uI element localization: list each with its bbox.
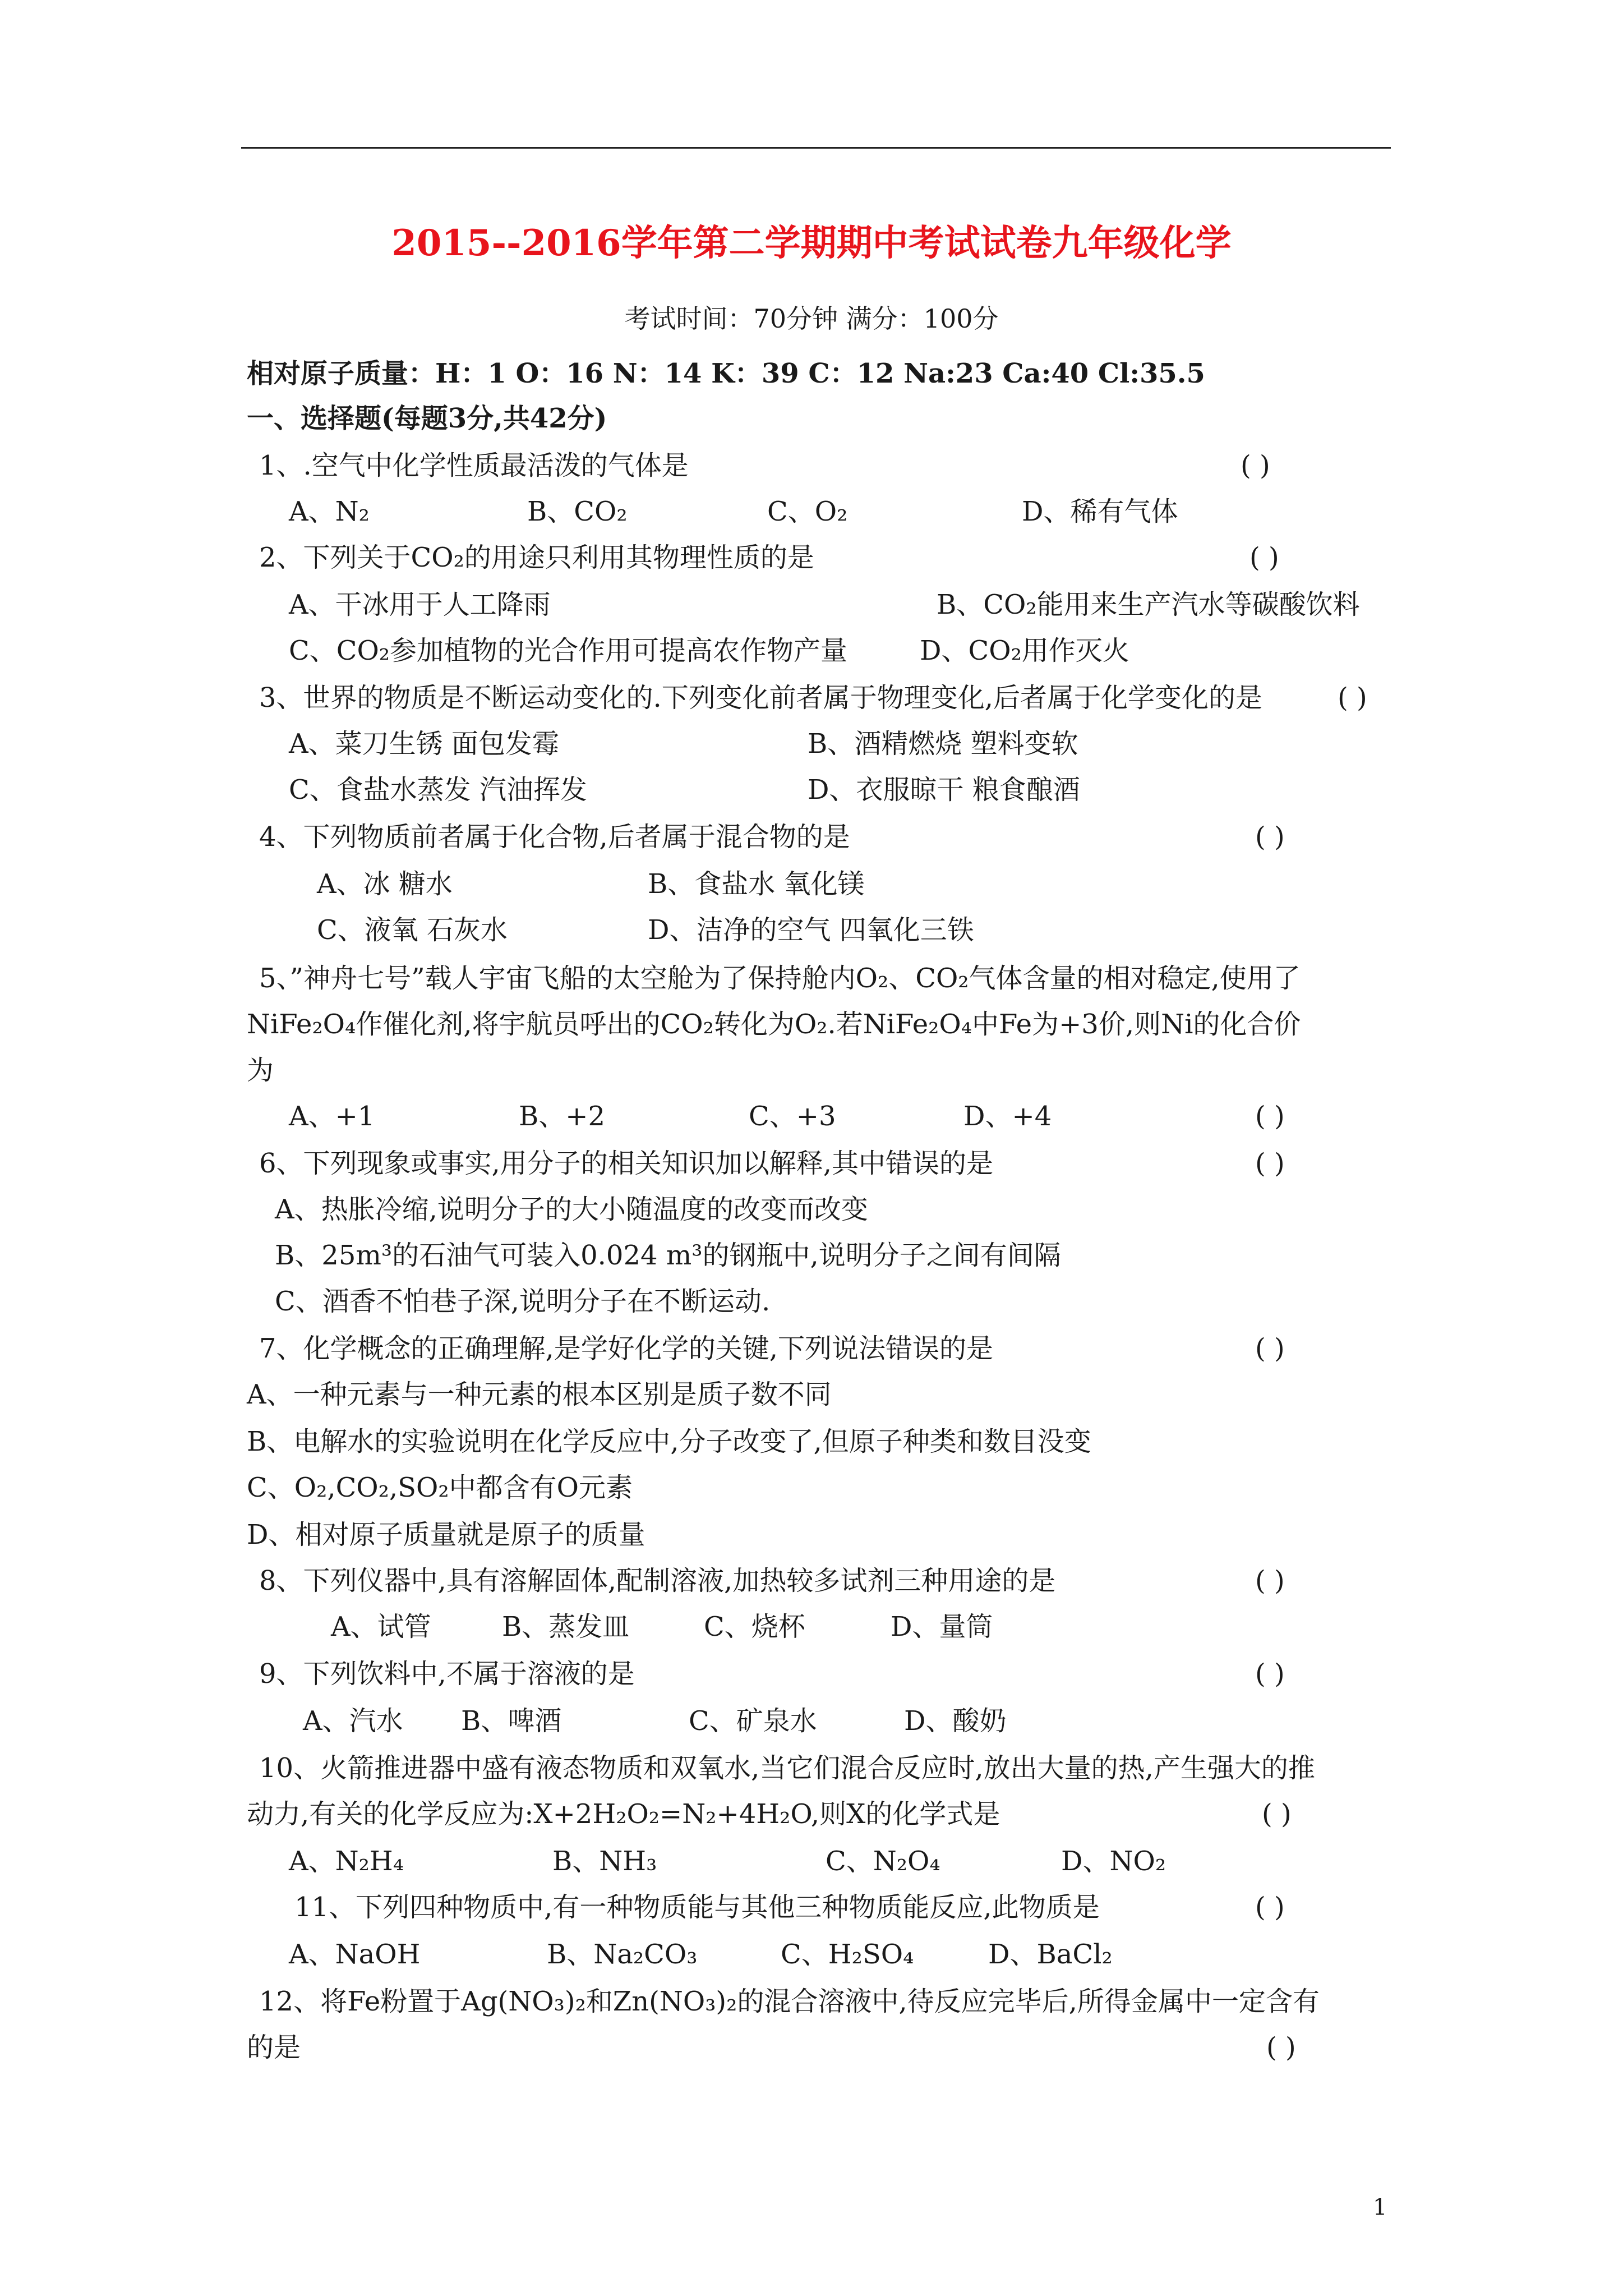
q11-option-d: D、BaCl₂ xyxy=(988,1939,1113,1970)
q5-line-1: 5、”神舟七号”载人宇宙飞船的太空舱为了保持舱内O₂、CO₂气体含量的相对稳定,使用了 xyxy=(259,963,1301,994)
q1-stem: 1、.空气中化学性质最活泼的气体是 xyxy=(259,450,689,481)
q12-line-2: 的是 xyxy=(247,2032,301,2063)
section-heading: 一、选择题(每题3分,共42分) xyxy=(247,403,607,434)
exam-title: 2015--2016学年第二学期期中考试试卷九年级化学 xyxy=(391,222,1232,264)
q3-option-b: B、酒精燃烧 塑料变软 xyxy=(808,728,1078,760)
q5-line-2: NiFe₂O₄作催化剂,将宇航员呼出的CO₂转化为O₂.若NiFe₂O₄中Fe为+3价,则Ni的化合价 xyxy=(247,1009,1301,1040)
q10-option-a: A、N₂H₄ xyxy=(289,1846,404,1877)
q11-option-c: C、H₂SO₄ xyxy=(781,1939,914,1970)
q6-option-a: A、热胀冷缩,说明分子的大小随温度的改变而改变 xyxy=(275,1194,868,1225)
q10-option-d: D、NO₂ xyxy=(1061,1846,1166,1877)
q3-answer-paren: ( ) xyxy=(1338,682,1367,714)
q11-option-a: A、NaOH xyxy=(289,1939,421,1970)
q4-answer-paren: ( ) xyxy=(1255,821,1285,853)
q1-option-a: A、N₂ xyxy=(289,496,370,527)
q7-stem: 7、化学概念的正确理解,是学好化学的关键,下列说法错误的是 xyxy=(259,1333,994,1364)
atomic-masses: 相对原子质量：H：1 O：16 N：14 K：39 C：12 Na:23 Ca:40 Cl:35.5 xyxy=(247,358,1205,389)
q1-answer-paren: ( ) xyxy=(1241,450,1270,481)
q4-stem: 4、下列物质前者属于化合物,后者属于混合物的是 xyxy=(259,821,850,853)
q2-option-b: B、CO₂能用来生产汽水等碳酸饮料 xyxy=(937,589,1360,620)
q5-option-b: B、+2 xyxy=(519,1101,606,1132)
q10-line-1: 10、火箭推进器中盛有液态物质和双氧水,当它们混合反应时,放出大量的热,产生强大的推 xyxy=(259,1752,1315,1784)
q2-option-d: D、CO₂用作灭火 xyxy=(920,635,1129,666)
q7-option-a: A、一种元素与一种元素的根本区别是质子数不同 xyxy=(247,1379,832,1410)
q9-option-c: C、矿泉水 xyxy=(689,1705,817,1737)
top-rule xyxy=(241,147,1391,149)
q6-answer-paren: ( ) xyxy=(1255,1148,1285,1179)
q2-answer-paren: ( ) xyxy=(1249,542,1279,573)
q4-option-d: D、洁净的空气 四氧化三铁 xyxy=(648,914,974,946)
q9-answer-paren: ( ) xyxy=(1255,1658,1285,1690)
q9-stem: 9、下列饮料中,不属于溶液的是 xyxy=(259,1658,635,1690)
q3-stem: 3、世界的物质是不断运动变化的.下列变化前者属于物理变化,后者属于化学变化的是 xyxy=(259,682,1263,714)
q11-option-b: B、Na₂CO₃ xyxy=(547,1939,698,1970)
q4-option-a: A、冰 糖水 xyxy=(317,868,453,900)
q6-stem: 6、下列现象或事实,用分子的相关知识加以解释,其中错误的是 xyxy=(259,1148,994,1179)
q1-option-d: D、稀有气体 xyxy=(1022,496,1178,527)
q3-option-a: A、菜刀生锈 面包发霉 xyxy=(289,728,559,760)
q5-option-d: D、+4 xyxy=(963,1101,1052,1132)
q10-option-b: B、NH₃ xyxy=(552,1846,657,1877)
q4-option-b: B、食盐水 氧化镁 xyxy=(648,868,865,900)
q10-answer-paren: ( ) xyxy=(1262,1798,1292,1830)
q7-option-c: C、O₂,CO₂,SO₂中都含有O元素 xyxy=(247,1472,633,1503)
q9-option-d: D、酸奶 xyxy=(904,1705,1007,1737)
q7-option-d: D、相对原子质量就是原子的质量 xyxy=(247,1519,645,1550)
q3-option-d: D、衣服晾干 粮食酿酒 xyxy=(808,774,1080,806)
q6-option-c: C、酒香不怕巷子深,说明分子在不断运动. xyxy=(275,1286,771,1317)
q5-answer-paren: ( ) xyxy=(1255,1101,1285,1132)
q3-option-c: C、食盐水蒸发 汽油挥发 xyxy=(289,774,587,806)
q2-option-c: C、CO₂参加植物的光合作用可提高农作物产量 xyxy=(289,635,848,666)
q10-line-2: 动力,有关的化学反应为:X+2H₂O₂=N₂+4H₂O,则X的化学式是 xyxy=(247,1798,1000,1830)
q8-stem: 8、下列仪器中,具有溶解固体,配制溶液,加热较多试剂三种用途的是 xyxy=(259,1565,1056,1596)
exam-info: 考试时间：70分钟 满分：100分 xyxy=(624,303,999,334)
q4-option-c: C、液氧 石灰水 xyxy=(317,914,508,946)
q12-line-1: 12、将Fe粉置于Ag(NO₃)₂和Zn(NO₃)₂的混合溶液中,待反应完毕后,所得金属中一定含有 xyxy=(259,1986,1320,2017)
q11-answer-paren: ( ) xyxy=(1255,1892,1285,1923)
q8-option-a: A、试管 xyxy=(331,1611,431,1642)
q8-option-c: C、烧杯 xyxy=(704,1611,805,1642)
q7-option-b: B、电解水的实验说明在化学反应中,分子改变了,但原子种类和数目没变 xyxy=(247,1426,1091,1457)
q8-option-b: B、蒸发皿 xyxy=(502,1611,630,1642)
q8-answer-paren: ( ) xyxy=(1255,1565,1285,1596)
q10-option-c: C、N₂O₄ xyxy=(826,1846,940,1877)
q7-answer-paren: ( ) xyxy=(1255,1333,1285,1364)
q5-option-a: A、+1 xyxy=(289,1101,375,1132)
q1-option-b: B、CO₂ xyxy=(527,496,628,527)
q5-line-3: 为 xyxy=(247,1055,274,1086)
q9-option-b: B、啤酒 xyxy=(461,1705,562,1737)
q1-option-c: C、O₂ xyxy=(767,496,848,527)
q8-option-d: D、量筒 xyxy=(891,1611,993,1642)
q5-option-c: C、+3 xyxy=(749,1101,836,1132)
q6-option-b: B、25m³的石油气可装入0.024 m³的钢瓶中,说明分子之间有间隔 xyxy=(275,1240,1061,1271)
q9-option-a: A、汽水 xyxy=(303,1705,403,1737)
q2-stem: 2、下列关于CO₂的用途只利用其物理性质的是 xyxy=(259,542,814,573)
q2-option-a: A、干冰用于人工降雨 xyxy=(289,589,551,620)
page-number: 1 xyxy=(1373,2194,1387,2220)
q11-stem: 11、下列四种物质中,有一种物质能与其他三种物质能反应,此物质是 xyxy=(294,1892,1100,1923)
q12-answer-paren: ( ) xyxy=(1266,2032,1296,2063)
